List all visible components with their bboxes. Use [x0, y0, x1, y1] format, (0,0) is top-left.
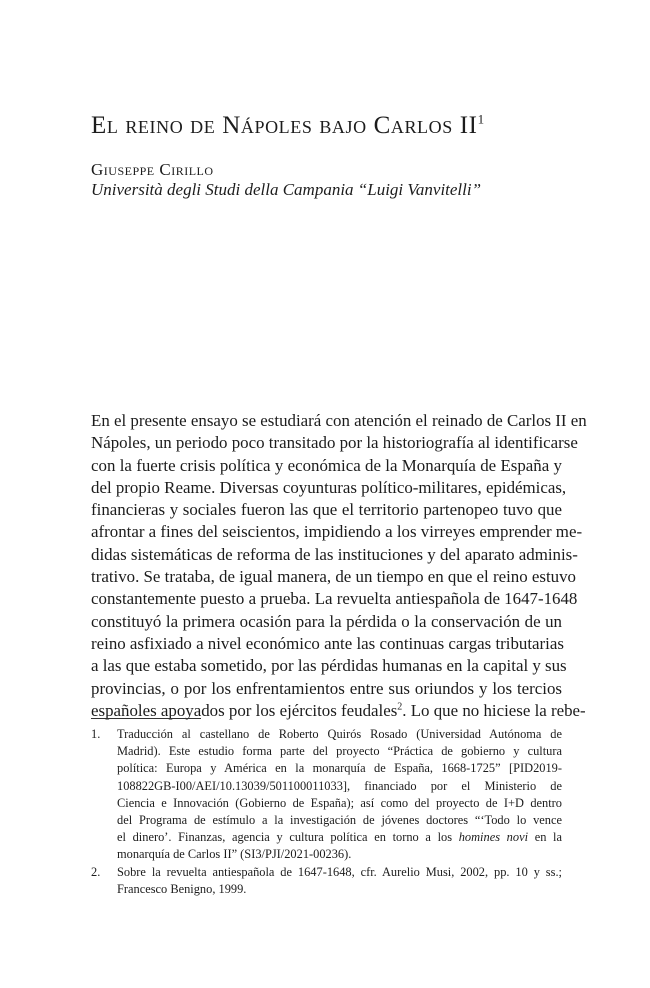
footnote-text: el dinero’. Finanzas, agencia y cultura política en torno a los	[117, 830, 459, 845]
body-line: constantemente puesto a prueba. La revuelta antiespañola de 1647-1648	[91, 589, 578, 609]
footnote-line: 108822GB-I00/AEI/10.13039/501100011033], financiado por el Ministerio de	[117, 778, 562, 793]
body-line: a las que estaba sometido, por las pérdidas humanas en la capital y sus	[91, 656, 567, 676]
footnote-line: política: Europa y América en la monarquía de España, 1668-1725” [PID2019-	[117, 761, 562, 776]
footnote-line: Madrid). Este estudio forma parte del proyecto “Práctica de gobierno y cultura	[117, 744, 562, 759]
author-affiliation: Università degli Studi della Campania “Luigi Vanvitelli”	[91, 180, 482, 199]
body-line: afrontar a fines del seiscientos, impidiendo a los virreyes emprender me-	[91, 522, 583, 542]
body-line: didas sistemáticas de reforma de las instituciones y del aparato adminis-	[91, 544, 578, 564]
footnote-line	[91, 829, 562, 846]
footnote-line: Ciencia e Innovación (Gobierno de España); así como del proyecto de I+D dentro	[117, 795, 562, 810]
body-line: En el presente ensayo se estudiará con atención el reinado de Carlos II en	[91, 411, 587, 430]
footnote-line	[91, 864, 562, 881]
footnote-reference-1[interactable]: 1	[477, 111, 485, 127]
footnote-reference-2[interactable]: 2	[397, 701, 403, 713]
footnotes	[91, 726, 562, 898]
body-paragraph	[91, 410, 587, 722]
footnote-text: Sobre la revuelta antiespañola de 1647-1648, cfr. Aurelio Musi, 2002, pp. 10 y ss.;	[117, 864, 562, 879]
body-line-text: españoles apoyados por los ejércitos feudales	[91, 700, 398, 720]
footnote-line	[91, 726, 562, 743]
footnote-italic-phrase: homines novi	[458, 830, 529, 845]
footnote-text: Traducción al castellano de Roberto Quirós Rosado (Universidad Autónoma de	[117, 727, 562, 741]
footnote-number: 2.	[91, 864, 101, 879]
body-line: constituyó la primera ocasión para la pérdida o la conservación de un	[91, 611, 562, 631]
body-line: financieras y sociales fueron las que el territorio partenopeo tuvo que	[91, 500, 562, 520]
body-line: del propio Reame. Diversas coyunturas político-militares, epidémicas,	[91, 477, 567, 497]
body-line: Nápoles, un periodo poco transitado por la historiografía al identificarse	[91, 433, 578, 453]
body-line: reino asfixiado a nivel económico ante las continuas cargas tributarias	[91, 633, 564, 653]
body-line: provincias, o por los enfrentamientos entre sus oriundos y los tercios	[91, 678, 562, 698]
footnote-line: monarquía de Carlos II” (SI3/PJI/2021-00236).	[117, 847, 352, 862]
footnote-line: del Programa de estímulo a la investigación de jóvenes doctores “‘Todo lo vence	[117, 812, 562, 827]
body-line-text: . Lo que no hiciese la rebe-	[402, 700, 586, 720]
chapter-title-text: El reino de Nápoles bajo Carlos II	[91, 112, 478, 139]
author-name: Giuseppe Cirillo	[91, 160, 214, 179]
chapter-title	[91, 111, 571, 141]
footnote-text: en la	[528, 830, 563, 845]
footnote-separator	[91, 718, 201, 719]
body-line: trativo. Se trataba, de igual manera, de un tiempo en que el reino estuvo	[91, 567, 576, 587]
footnote-line: Francesco Benigno, 1999.	[117, 881, 247, 896]
footnote-number: 1.	[91, 727, 101, 741]
body-line: con la fuerte crisis política y económica de la Monarquía de España y	[91, 455, 562, 475]
